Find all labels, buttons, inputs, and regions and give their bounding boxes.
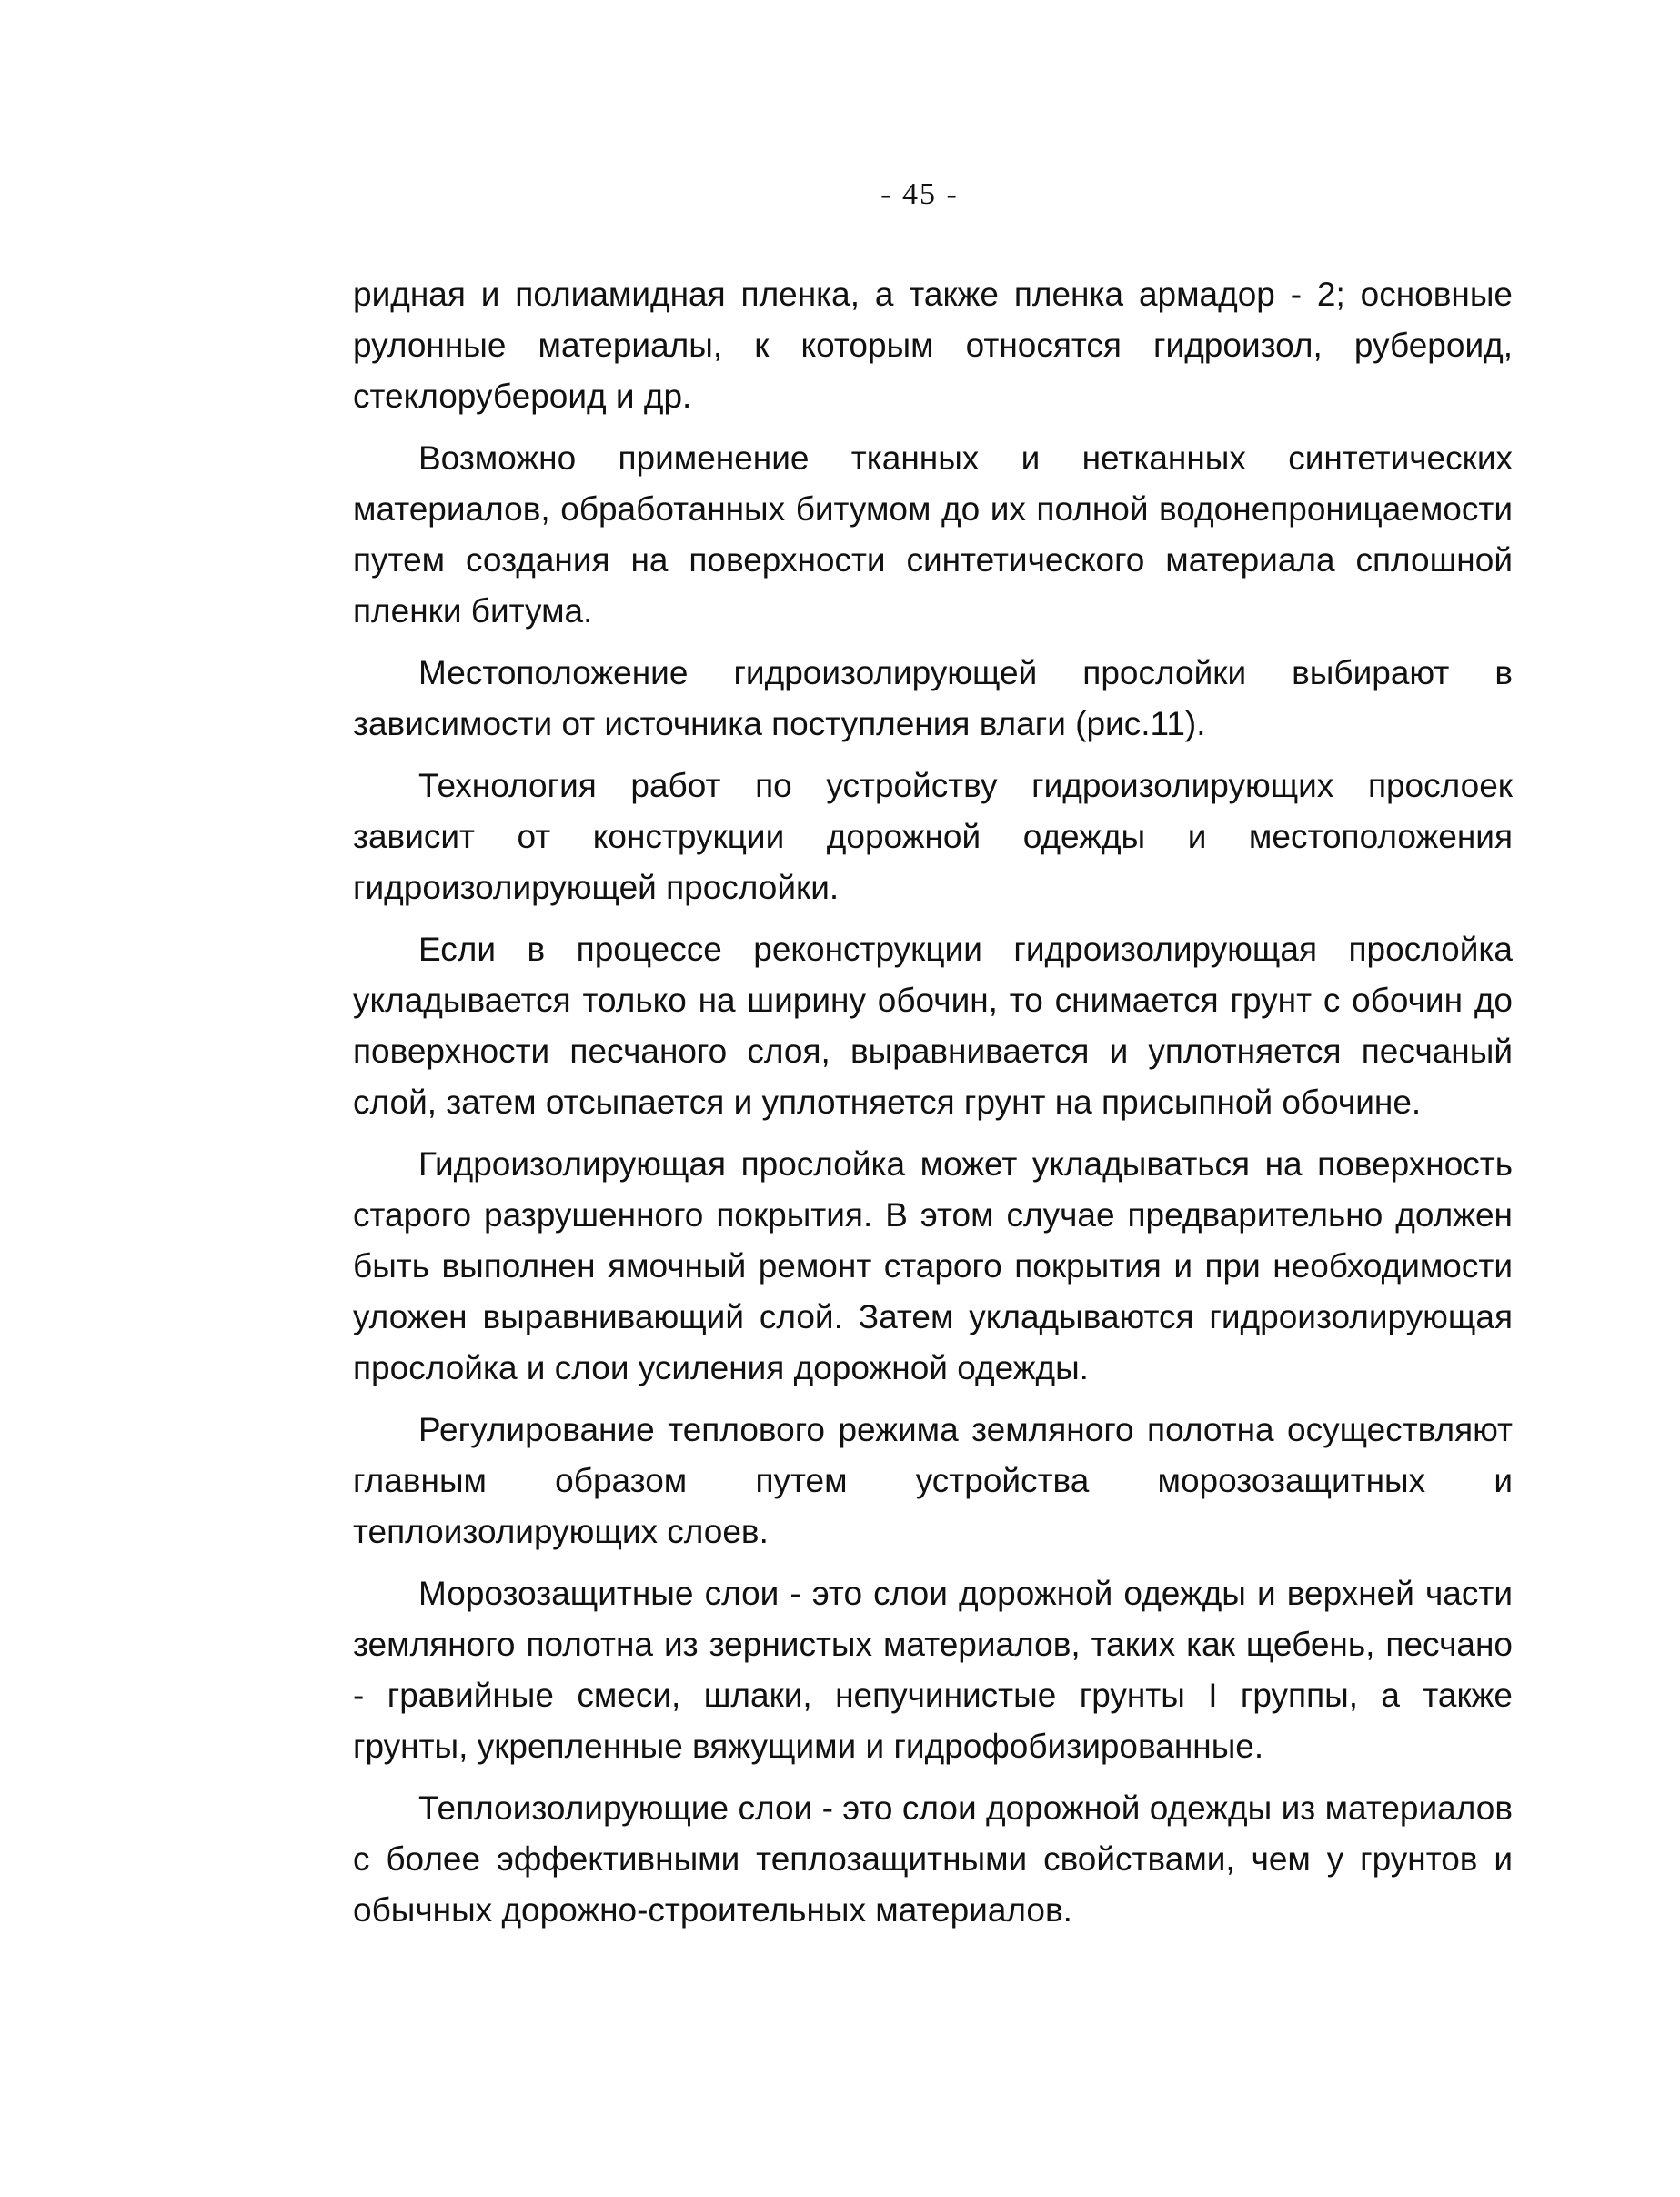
paragraph-9: Теплоизолирующие слои - это слои дорожной одежды из материалов с более эффективными теплозащитными свойствами, чем у грунтов и обычных дорожно-строительных материалов. — [353, 1789, 1513, 1929]
paragraph-4: Технология работ по устройству гидроизолирующих прослоек зависит от конструкции дорожной одежды и местоположения гидроизолирующей прослойки. — [353, 767, 1513, 906]
paragraph-7: Регулирование теплового режима земляного полотна осуществляют главным образом путем устройства морозозащитных и теплоизолирующих слоев. — [353, 1411, 1513, 1550]
paragraph-3: Местоположение гидроизолирующей прослойки выбирают в зависимости от источника поступления влаги (рис.11). — [353, 654, 1513, 742]
paragraph-2: Возможно применение тканных и нетканных синтетических материалов, обработанных битумом до их полной водонепроницаемости путем создания на поверхности синтетического материала сплошной пленки битума. — [353, 439, 1513, 630]
body-text — [353, 269, 1513, 1947]
paragraph-8: Морозозащитные слои - это слои дорожной одежды и верхней части земляного полотна из зернистых материалов, таких как щебень, песчано - гравийные смеси, шлаки, непучинистые грунты I группы, а также грунты, укрепленные вяжущими и гидрофобизированные. — [353, 1575, 1513, 1765]
page-number: - 45 - — [880, 177, 959, 211]
paragraph-6: Гидроизолирующая прослойка может укладываться на поверхность старого разрушенного покрытия. В этом случае предварительно должен быть выполнен ямочный ремонт старого покрытия и при необходимости уложен выравнивающий слой. Затем укладываются гидроизолирующая прослойка и слои усиления дорожной одежды. — [353, 1145, 1513, 1386]
paragraph-1: ридная и полиамидная пленка, а также пленка армадор - 2; основные рулонные материалы, к которым относятся гидроизол, рубероид, стеклорубероид и др. — [353, 276, 1513, 415]
paragraph-5: Если в процессе реконструкции гидроизолирующая прослойка укладывается только на ширину обочин, то снимается грунт с обочин до поверхности песчаного слоя, выравнивается и уплотняется песчаный слой, затем отсыпается и уплотняется грунт на присыпной обочине. — [353, 931, 1513, 1121]
